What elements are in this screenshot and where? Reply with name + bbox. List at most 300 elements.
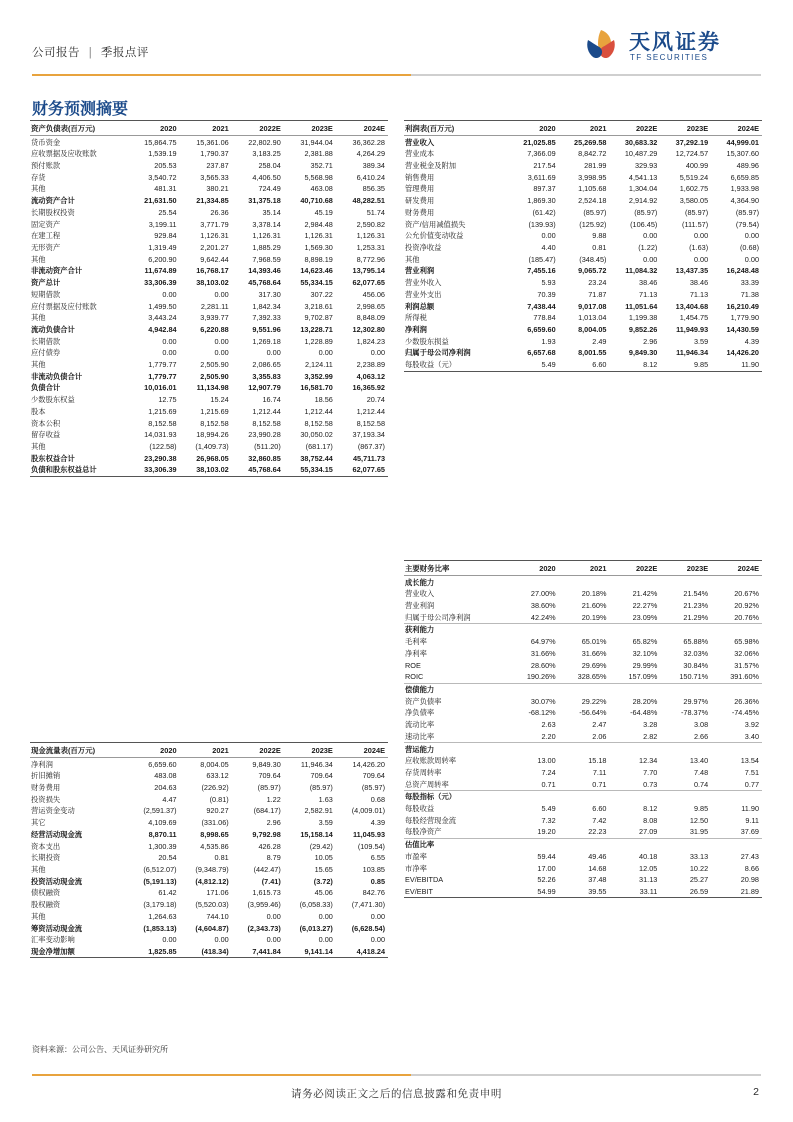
- row-value: 28.60%: [530, 660, 556, 670]
- row-value: 20.76%: [734, 612, 759, 622]
- row-value: [711, 683, 762, 695]
- row-value: 37,292.19: [675, 137, 709, 147]
- row-value: (226.92): [201, 783, 229, 793]
- row-value: 7.42: [592, 815, 607, 825]
- row-value: (1,853.13): [143, 923, 177, 933]
- row-value: 10,487.29: [624, 149, 658, 159]
- row-value: 4,535.86: [200, 841, 229, 851]
- row-value: 9,642.44: [200, 254, 229, 264]
- table-row: [30, 324, 388, 336]
- row-value: 1.22: [266, 794, 281, 804]
- row-label: 长期借款: [31, 336, 61, 346]
- row-value: 71.13: [689, 289, 709, 299]
- row-value: (6,058.33): [299, 900, 333, 910]
- row-value: 709.64: [362, 771, 385, 781]
- row-value: 20.18%: [581, 589, 607, 599]
- row-value: [508, 838, 559, 850]
- table-group-row: [404, 743, 762, 755]
- row-value: 400.99: [685, 161, 709, 171]
- row-value: 20.98: [740, 875, 759, 885]
- row-value: 13,437.35: [675, 266, 709, 276]
- row-value: -56.64%: [579, 708, 607, 718]
- row-value: 2,984.48: [304, 219, 333, 229]
- row-value: 2,524.18: [578, 196, 607, 206]
- row-value: 258.04: [258, 161, 281, 171]
- row-value: 55,334.15: [300, 278, 333, 288]
- row-value: 9,792.98: [252, 829, 281, 839]
- table-row: [30, 254, 388, 266]
- row-value: 389.34: [362, 161, 385, 171]
- table-row: [30, 183, 388, 195]
- row-value: 12,724.57: [675, 149, 709, 159]
- row-label: 投资净收益: [405, 242, 442, 252]
- row-value: 14,393.46: [248, 266, 281, 276]
- row-value: 9,065.72: [578, 266, 607, 276]
- row-value: 9,702.87: [304, 313, 333, 323]
- column-header-year: 2022E: [609, 121, 660, 136]
- row-value: 49.46: [588, 851, 607, 861]
- row-value: 4.39: [370, 818, 385, 828]
- row-value: 8.79: [266, 853, 281, 863]
- row-value: 1,825.85: [128, 946, 180, 958]
- row-value: 8,842.72: [578, 149, 607, 159]
- row-label: 应付债券: [31, 348, 61, 358]
- column-header-year: 2021: [180, 121, 232, 136]
- row-value: 3.28: [643, 720, 658, 730]
- row-value: 237.87: [206, 161, 229, 171]
- row-value: 0.00: [162, 336, 177, 346]
- row-value: 4,264.29: [356, 149, 385, 159]
- table-row: [404, 886, 762, 898]
- table-row: [404, 600, 762, 612]
- row-value: 157.09%: [628, 672, 658, 682]
- row-value: 20.54: [158, 853, 177, 863]
- row-value: 391.60%: [730, 672, 759, 682]
- row-value: 14,426.20: [352, 759, 385, 769]
- row-value: 2,505.90: [200, 360, 229, 370]
- column-header-year: 2020: [128, 121, 180, 136]
- row-value: (348.45): [579, 254, 607, 264]
- table-row: [30, 899, 388, 911]
- row-value: 7,392.33: [252, 313, 281, 323]
- row-value: 0.00: [162, 348, 177, 358]
- table-row: [404, 148, 762, 160]
- row-value: 0.77: [744, 779, 759, 789]
- row-value: 6,410.24: [356, 172, 385, 182]
- row-value: 37.69: [740, 827, 759, 837]
- row-value: (3.72): [313, 876, 333, 886]
- row-label: 无形资产: [31, 242, 61, 252]
- row-value: 48,282.51: [352, 196, 385, 206]
- row-value: 54.99: [508, 886, 559, 898]
- row-value: 39.55: [559, 886, 610, 898]
- page-title: 财务预测摘要: [32, 101, 129, 118]
- row-value: 2,505.90: [200, 371, 229, 381]
- row-value: 31.57%: [734, 660, 759, 670]
- table-row: [404, 254, 762, 266]
- row-label: 其他: [31, 441, 46, 451]
- row-value: (867.37): [357, 441, 385, 451]
- row-value: [711, 838, 762, 850]
- row-value: (7,471.30): [351, 900, 385, 910]
- table-row: [404, 826, 762, 838]
- row-value: (7.41): [261, 876, 281, 886]
- table-row: [404, 265, 762, 277]
- row-value: (6,628.54): [351, 923, 385, 933]
- row-value: 103.85: [362, 864, 385, 874]
- table-row: [30, 946, 388, 958]
- row-value: 45.19: [314, 207, 333, 217]
- row-label: 投资损失: [31, 794, 61, 804]
- row-value: 16,248.48: [726, 266, 759, 276]
- row-value: 38.60%: [530, 601, 556, 611]
- table-row: [30, 277, 388, 289]
- row-value: 1,212.44: [356, 406, 385, 416]
- row-value: 21.42%: [632, 589, 658, 599]
- column-header-year: 2023E: [284, 743, 336, 758]
- row-value: 426.28: [258, 841, 281, 851]
- row-value: 16,581.70: [300, 383, 333, 393]
- row-value: 11,045.93: [352, 829, 385, 839]
- row-value: [609, 624, 660, 636]
- table-row: [404, 183, 762, 195]
- row-value: 9,852.26: [628, 324, 658, 334]
- row-value: [609, 838, 660, 850]
- row-value: (85.97): [257, 783, 281, 793]
- column-header-year: 2024E: [336, 743, 388, 758]
- row-value: 3.92: [744, 720, 759, 730]
- row-label: 每股经营现金流: [405, 815, 457, 825]
- table-row: [30, 911, 388, 923]
- row-value: 1,499.50: [148, 301, 177, 311]
- row-value: (85.97): [309, 783, 333, 793]
- row-value: 1,304.04: [628, 184, 658, 194]
- table-row: [404, 289, 762, 301]
- row-value: [508, 624, 559, 636]
- table-row: [404, 659, 762, 671]
- row-value: 25,269.58: [574, 137, 607, 147]
- row-value: (85.97): [735, 207, 759, 217]
- row-value: 0.71: [541, 779, 556, 789]
- breadcrumb-item-review: 季报点评: [100, 47, 149, 59]
- row-value: 2,582.91: [304, 806, 333, 816]
- table-row: [404, 242, 762, 254]
- row-value: 23,990.28: [248, 430, 281, 440]
- row-value: 35.14: [262, 207, 281, 217]
- row-value: 4,541.13: [628, 172, 658, 182]
- row-label: 净利润: [405, 324, 427, 334]
- row-value: 38.46: [639, 278, 658, 288]
- row-value: 29.22%: [581, 696, 607, 706]
- row-value: 30.07%: [530, 696, 556, 706]
- row-value: 0.00: [370, 935, 385, 945]
- table-cash-flow: [30, 742, 388, 958]
- table-row: [30, 829, 388, 841]
- row-value: 7,455.16: [527, 266, 556, 276]
- row-label: ROIC: [405, 672, 424, 682]
- row-value: 0.81: [214, 853, 229, 863]
- row-value: 0.74: [693, 779, 709, 789]
- row-label: 资产/信用减值损失: [405, 219, 466, 229]
- row-label: 营业外收入: [405, 278, 442, 288]
- row-value: [508, 743, 559, 755]
- table-row: [30, 160, 388, 172]
- row-label: 债权融资: [31, 888, 61, 898]
- row-value: 38,103.02: [180, 464, 232, 476]
- row-value: 2.47: [592, 720, 607, 730]
- row-value: 4,406.50: [252, 172, 281, 182]
- row-value: 26.36: [210, 207, 229, 217]
- table-row: [404, 172, 762, 184]
- row-value: 1,269.18: [252, 336, 281, 346]
- row-label: 非流动资产合计: [31, 266, 83, 276]
- row-label: 所得税: [405, 313, 427, 323]
- row-value: 1,602.75: [679, 184, 709, 194]
- row-label: 资产总计: [31, 278, 61, 288]
- column-header-label: 资产负债表(百万元): [30, 121, 128, 136]
- row-value: [609, 743, 660, 755]
- row-value: 2,998.65: [356, 301, 385, 311]
- row-label: 每股收益: [405, 804, 435, 814]
- row-label: 其他: [31, 254, 46, 264]
- row-value: 71.13: [639, 289, 658, 299]
- row-label: 存货周转率: [405, 767, 442, 777]
- row-value: 9.11: [745, 815, 759, 825]
- row-value: 3,771.79: [200, 219, 229, 229]
- row-value: 38,752.44: [300, 453, 333, 463]
- row-label: 其他: [31, 184, 46, 194]
- row-value: 1,615.73: [252, 888, 281, 898]
- row-value: 55,334.15: [284, 464, 336, 476]
- row-value: [559, 743, 610, 755]
- table-row: [30, 359, 388, 371]
- column-header-year: 2024E: [336, 121, 388, 136]
- row-value: 5.49: [541, 804, 556, 814]
- row-value: (1.22): [638, 242, 658, 252]
- row-label: 资本公积: [31, 418, 61, 428]
- table-row: [30, 195, 388, 207]
- table-row: [30, 758, 388, 770]
- row-value: 4,418.24: [336, 946, 388, 958]
- row-label: 应收账款周转率: [405, 756, 457, 766]
- row-label: 股东权益合计: [31, 453, 75, 463]
- row-label: EV/EBITDA: [405, 875, 444, 885]
- row-label: 速动比率: [405, 731, 435, 741]
- table-row: [30, 782, 388, 794]
- row-value: [508, 791, 559, 803]
- row-value: 13,404.68: [675, 301, 709, 311]
- table-row: [30, 417, 388, 429]
- table-body: [404, 136, 762, 371]
- row-value: 1,779.90: [730, 313, 759, 323]
- row-value: 1,013.04: [578, 313, 607, 323]
- row-value: 5.93: [541, 278, 556, 288]
- table-group-row: [404, 791, 762, 803]
- row-label: 研发费用: [405, 196, 435, 206]
- row-value: 8,998.65: [200, 829, 229, 839]
- row-value: 456.06: [362, 289, 385, 299]
- column-header-year: 2024E: [711, 121, 762, 136]
- row-value: 26.36%: [734, 696, 759, 706]
- table-row: [30, 840, 388, 852]
- row-value: 6,200.90: [148, 254, 177, 264]
- row-value: 51.74: [366, 207, 385, 217]
- row-value: (6,013.27): [299, 923, 333, 933]
- row-value: 9.88: [592, 231, 607, 241]
- row-value: 21.23%: [683, 601, 709, 611]
- row-label: 其他: [31, 313, 46, 323]
- row-value: 32.03%: [683, 648, 709, 658]
- row-label: 投资活动现金流: [31, 876, 83, 886]
- row-value: (139.93): [528, 219, 556, 229]
- table-row: [30, 371, 388, 383]
- row-value: 0.00: [214, 336, 229, 346]
- row-value: [609, 791, 660, 803]
- row-value: (85.97): [685, 207, 709, 217]
- row-value: 29.69%: [581, 660, 607, 670]
- row-value: 29.97%: [683, 696, 709, 706]
- table-row: [30, 864, 388, 876]
- row-value: 1,253.31: [356, 242, 385, 252]
- row-value: 13.00: [537, 756, 556, 766]
- row-value: -68.12%: [528, 708, 556, 718]
- row-label: 成长能力: [405, 577, 435, 587]
- row-label: 折旧摊销: [31, 771, 61, 781]
- row-value: 16,365.92: [352, 383, 385, 393]
- row-label: 净利润: [31, 759, 53, 769]
- table-row: [404, 778, 762, 790]
- row-value: [660, 683, 711, 695]
- row-label: 总资产周转率: [405, 779, 449, 789]
- table-row: [404, 195, 762, 207]
- row-value: 0.00: [541, 231, 556, 241]
- row-value: 0.00: [744, 254, 759, 264]
- row-value: (185.47): [528, 254, 556, 264]
- row-value: 0.81: [592, 242, 607, 252]
- row-value: 6.55: [370, 853, 385, 863]
- row-value: 61.42: [158, 888, 177, 898]
- row-value: 15,864.75: [144, 137, 177, 147]
- row-label: 股本: [31, 406, 46, 416]
- row-value: 3,565.33: [200, 172, 229, 182]
- row-label: 营业利润: [405, 266, 435, 276]
- table-group-row: [404, 576, 762, 588]
- row-value: 11,674.89: [144, 266, 177, 276]
- table-group-row: [404, 683, 762, 695]
- row-value: 3,540.72: [148, 172, 177, 182]
- column-header-year: 2020: [508, 121, 559, 136]
- row-value: 0.00: [318, 935, 333, 945]
- row-label: EV/EBIT: [404, 886, 508, 898]
- row-value: 8,898.19: [304, 254, 333, 264]
- table-row: [30, 406, 388, 418]
- breadcrumb: [32, 44, 149, 60]
- row-value: [609, 576, 660, 588]
- row-value: 11,949.93: [676, 324, 709, 334]
- row-value: (85.97): [634, 207, 658, 217]
- row-value: 1,215.69: [200, 406, 229, 416]
- row-value: (4,604.87): [195, 923, 229, 933]
- row-value: 929.84: [154, 231, 177, 241]
- row-value: 7.48: [693, 767, 709, 777]
- row-value: 10.05: [314, 853, 333, 863]
- row-value: 3,939.77: [200, 313, 229, 323]
- table-group-row: [404, 624, 762, 636]
- row-value: 1,539.19: [148, 149, 177, 159]
- row-value: 8,152.58: [252, 418, 281, 428]
- row-value: 21.89: [711, 886, 762, 898]
- row-value: (684.17): [253, 806, 281, 816]
- row-value: 4.39: [744, 336, 759, 346]
- table-header-row: [30, 743, 388, 758]
- row-label: 预付账款: [31, 161, 61, 171]
- row-value: (4,009.01): [351, 806, 385, 816]
- row-value: 0.00: [643, 254, 658, 264]
- row-value: 8,870.11: [148, 829, 177, 839]
- row-value: 33,306.39: [144, 278, 177, 288]
- row-label: 营业税金及附加: [405, 161, 457, 171]
- table-financial-ratios: [404, 560, 762, 898]
- row-value: 8,004.05: [200, 759, 229, 769]
- row-value: (511.20): [254, 441, 281, 451]
- row-label: 存货: [31, 172, 46, 182]
- row-value: 20.74: [366, 395, 385, 405]
- table-row: [30, 300, 388, 312]
- row-value: 307.22: [310, 289, 333, 299]
- table-row: [404, 160, 762, 172]
- row-value: 12,907.79: [248, 383, 281, 393]
- column-header-year: 2020: [508, 561, 559, 576]
- row-value: 1,199.38: [628, 313, 658, 323]
- row-value: 1,842.34: [252, 301, 281, 311]
- row-value: [559, 624, 610, 636]
- row-value: (5,520.03): [195, 900, 229, 910]
- row-value: 28.20%: [632, 696, 658, 706]
- row-value: 64.97%: [530, 637, 556, 647]
- row-label: 其他: [31, 360, 46, 370]
- table-row: [30, 207, 388, 219]
- row-value: (2,591.37): [143, 806, 177, 816]
- row-value: 0.00: [370, 348, 385, 358]
- row-label: 获利能力: [404, 624, 508, 636]
- row-value: 29.99%: [632, 660, 658, 670]
- row-value: 15,158.14: [300, 829, 333, 839]
- row-value: 52.26: [537, 875, 556, 885]
- row-value: -64.48%: [630, 708, 658, 718]
- table-body: [30, 136, 388, 476]
- row-label: 净利率: [405, 648, 427, 658]
- row-value: 20.19%: [581, 612, 607, 622]
- table-row: [404, 671, 762, 683]
- page-header: [0, 0, 793, 86]
- row-value: (6,512.07): [143, 864, 177, 874]
- row-value: 842.76: [362, 888, 385, 898]
- table-row: [404, 707, 762, 719]
- row-value: 22.27%: [632, 601, 658, 611]
- row-label: 非流动负债合计: [31, 371, 83, 381]
- row-value: 328.65%: [577, 672, 607, 682]
- source-note: 资料来源：公司公告、天风证券研究所: [32, 1045, 168, 1054]
- header-divider: [32, 74, 761, 76]
- row-value: 4.40: [541, 242, 556, 252]
- table-row: [30, 312, 388, 324]
- column-header-year: 2023E: [660, 121, 711, 136]
- row-value: 18,994.26: [196, 430, 229, 440]
- row-value: 2.82: [643, 731, 658, 741]
- row-value: 19.20: [537, 827, 556, 837]
- row-value: 0.73: [643, 779, 658, 789]
- row-value: 25.27: [689, 875, 709, 885]
